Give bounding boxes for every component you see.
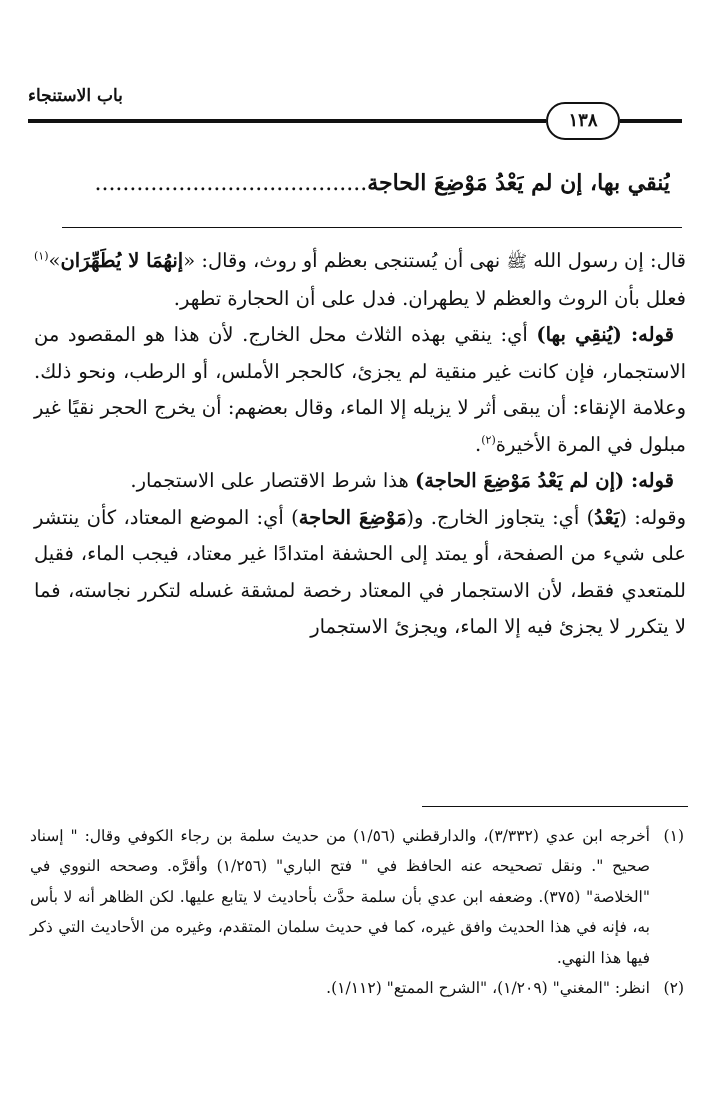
matn-line [30, 170, 670, 196]
p4-mid: ) أي: يتجاوز الخارج. و( [406, 505, 595, 529]
p1-text-b: نهى أن يُستنجى بعظم أو روث، وقال: « [183, 249, 501, 272]
p4-term-2: مَوْضِعَ الحاجة [298, 505, 407, 529]
footnote-text: انظر: "المغني" (١/٢٠٩)، "الشرح الممتع" (١/١١٢). [326, 979, 650, 998]
p3-text: هذا شرط الاقتصار على الاستجمار. [130, 469, 409, 492]
header-rule-left [28, 119, 546, 123]
p1-text-d: فعلل بأن الروث والعظم لا يطهران. فدل على أن الحجارة تطهر. [173, 286, 686, 310]
paragraph-3 [34, 463, 686, 500]
footnote-separator-rule [422, 806, 688, 807]
footnote-1 [30, 821, 684, 973]
header-rule-right [620, 119, 682, 123]
p1-quote-close: » [48, 249, 61, 272]
p3-close: ) [415, 469, 425, 492]
page-number-badge: ١٣٨ [546, 102, 620, 140]
footnote-text: أخرجه ابن عدي (٣/٣٣٢)، والدارقطني (١/٥٦) من حديث سلمة بن رجاء الكوفي وقال: " إسناد صحيح ". ونقل تصحيحه عنه الحافظ في " فتح الباري" (١/٢٥٦) وأقرَّه. وصححه النووي في "الخلاصة" (٣٧٥). وضعفه ابن عدي بأن سلمة حدَّث بأحاديث لا يتابع عليها. لكن الظاهر أنه لا بأس به، فإنه في هذا الحديث وافق غيره، كما في حديث سلمان المتقدم، وغيره من الأحاديث التي ذكر فيها هذا النهي. [30, 827, 650, 967]
p2-end: . [475, 432, 482, 456]
hadith-quote: إنهُمَا لا يُطَهِّرَان [60, 249, 184, 272]
p3-term: إن لم يَعْدُ مَوْضِعَ الحاجة [424, 469, 615, 492]
p2-close: ) [536, 323, 546, 346]
footnote-2 [30, 973, 684, 1003]
p3-lead: قوله: ( [614, 469, 674, 492]
matn-separator-rule [62, 227, 682, 228]
p1-text-a: قال: إن رسول الله [533, 249, 686, 272]
footnote-number: (٢) [663, 979, 684, 998]
p4-lead: وقوله: ( [619, 505, 686, 529]
paragraph-4 [34, 500, 686, 646]
p2-lead: قوله: ( [612, 323, 674, 346]
p4-text: ) أي: الموضع المعتاد، كأن ينتشر على شيء من الصفحة، أو يمتد إلى الحشفة امتدادًا غير معتاد، فيجب الماء، فقيل للمتعدي فقط، لأن الاستجمار في المعتاد رخصة لمشقة غسله لتكرر نجاسته، فما لا يتكرر لا يجزئ فيه إلا الماء، ويجزئ الاستجمار [34, 505, 686, 638]
p2-term: يُنقِي بها [545, 323, 613, 346]
honorific-symbol: ﷺ [506, 252, 528, 272]
matn-dots: ....................................... [94, 171, 368, 196]
p2-text: أي: ينقي بهذه الثلاث محل الخارج. لأن هذا هو المقصود من الاستجمار، فإن كانت غير منقية لم يجزئ، كالحجر الأملس، أو الرطب، ونحو ذلك. وعلامة الإنقاء: أن يبقى أثر لا يزيله إلا الماء، وقال بعضهم: أن يخرج الحجر نقيًا غير مبلول في المرة الأخيرة [34, 323, 686, 456]
footnote-number: (١) [663, 827, 684, 845]
footnote-ref-1[interactable]: (١) [34, 249, 49, 263]
p4-term-1: يَعْدُ [594, 505, 620, 529]
paragraph-2 [34, 317, 686, 463]
paragraph-1 [34, 243, 686, 317]
commentary-body [34, 243, 686, 646]
running-header-chapter-title: باب الاستنجاء [28, 86, 123, 106]
footnote-ref-2[interactable]: (٢) [481, 433, 496, 446]
footnotes [30, 821, 684, 1003]
matn-text: يُنقي بها، إن لم يَعْدُ مَوْضِعَ الحاجة [367, 170, 670, 196]
